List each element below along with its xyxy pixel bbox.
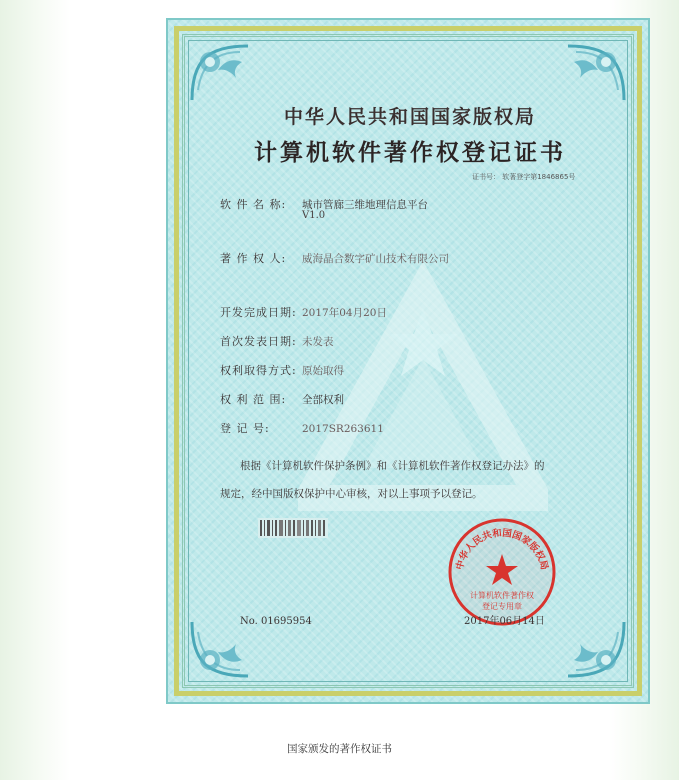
field-label: 权 利 范 围:: [220, 393, 287, 406]
corner-ornament-icon: [548, 40, 628, 110]
issuer-title: 中华人民共和国国家版权局: [283, 106, 536, 128]
field-value: 全部权利: [302, 394, 344, 406]
seal-ring-text: 中华人民共和国国家版权局: [454, 527, 550, 572]
issue-date: 2017年06月14日: [464, 616, 545, 627]
certificate-photo: [80, 8, 598, 726]
certificate-number: 证书号： 软著登字第1846865号: [472, 173, 576, 181]
field-label: 开发完成日期:: [220, 306, 297, 319]
field-value: 2017年04月20日: [302, 307, 387, 319]
field-value: 2017SR263611: [302, 423, 384, 435]
statement-line-1: 根据《计算机软件保护条例》和《计算机软件著作权登记办法》的: [240, 460, 545, 472]
certificate: [166, 18, 650, 704]
field-label: 软 件 名 称:: [220, 198, 287, 211]
barcode-icon: [258, 518, 328, 538]
field-publish-date: [220, 333, 334, 349]
field-label: 首次发表日期:: [220, 335, 297, 348]
serial-number: No. 01695954: [240, 616, 312, 627]
field-value: 未发表: [302, 336, 334, 348]
field-copyright-owner: [220, 250, 449, 266]
corner-ornament-icon: [548, 612, 628, 682]
image-caption: 国家颁发的著作权证书: [287, 743, 392, 755]
field-value: 威海晶合数字矿山技术有限公司: [302, 253, 449, 265]
field-label: 权利取得方式:: [220, 364, 297, 377]
certificate-title: 计算机软件著作权登记证书: [254, 139, 566, 166]
seal-line-1: 计算机软件著作权: [470, 591, 534, 600]
corner-ornament-icon: [188, 40, 268, 110]
field-value: 城市管廊三维地理信息平台: [302, 199, 428, 211]
field-value: 原始取得: [302, 365, 344, 377]
field-rights-scope: [220, 391, 344, 407]
seal-line-2: 登记专用章: [482, 602, 522, 611]
software-version: V1.0: [302, 210, 326, 221]
field-label: 著 作 权 人:: [220, 252, 287, 265]
field-registration-number: [220, 420, 384, 436]
field-acquisition-method: [220, 362, 344, 378]
statement-line-2: 规定，经中国版权保护中心审核，对以上事项予以登记。: [220, 488, 483, 500]
field-completion-date: [220, 304, 387, 320]
field-label: 登 记 号:: [220, 422, 270, 435]
watermark-mountain-icon: [298, 248, 548, 518]
